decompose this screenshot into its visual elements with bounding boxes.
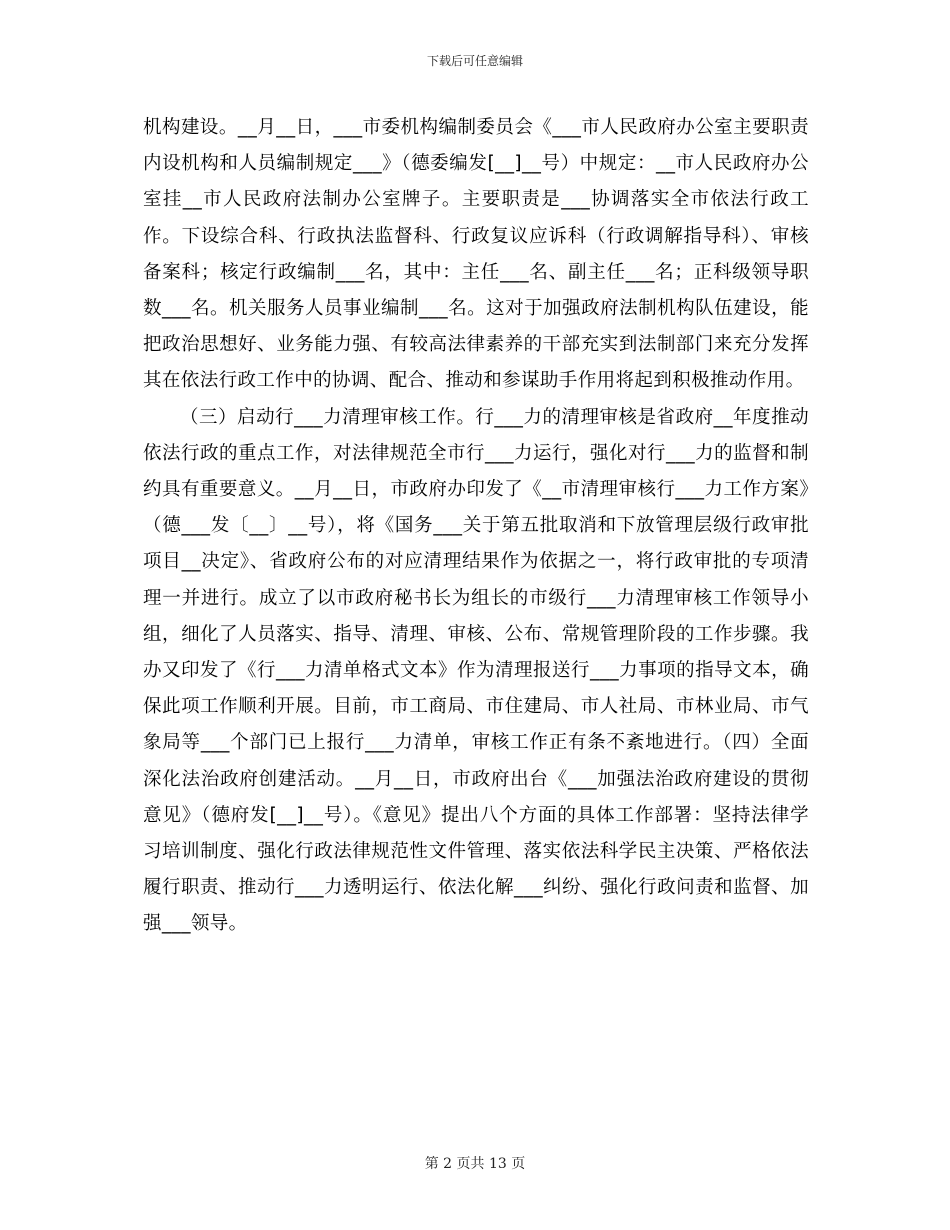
document-body (143, 110, 809, 943)
page-footer: 第 2 页共 13 页 (424, 1156, 526, 1172)
page-header: 下载后可任意编辑 (426, 54, 523, 68)
paragraph-2: （三）启动行___力清理审核工作。行___力的清理审核是省政府__年度推动依法行政的重点工作，对法律规范全市行___力运行，强化对行___力的监督和制约具有重要意义。__月__日，市政府办印发了《__市清理审核行___力工作方案》（德___发〔__〕__号），将《国务___关于第五批取消和下放管理层级行政审批项目__决定》、省政府公布的对应清理结果作为依据之一，将行政审批的专项清理一并进行。成立了以市政府秘书长为组长的市级行___力清理审核工作领导小组，细化了人员落实、指导、清理、审核、公布、常规管理阶段的工作步骤。我办又印发了《行___力清单格式文本》作为清理报送行___力事项的指导文本，确保此项工作顺利开展。目前，市工商局、市住建局、市人社局、市林业局、市气象局等___个部门已上报行___力清单，审核工作正有条不紊地进行。（四）全面深化法治政府创建活动。__月__日，市政府出台《___加强法治政府建设的贯彻意见》（德府发[__]__号）。《意见》提出八个方面的具体工作部署：坚持法律学习培训制度、强化行政法律规范性文件管理、落实依法科学民主决策、严格依法履行职责、推动行___力透明运行、依法化解___纠纷、强化行政问责和监督、加强___领导。 (143, 406, 809, 935)
paragraph-1: 机构建设。__月__日，___市委机构编制委员会《___市人民政府办公室主要职责内设机构和人员编制规定___》（德委编发[__]__号）中规定：__市人民政府办公室挂__市人民政府法制办公室牌子。主要职责是___协调落实全市依法行政工作。下设综合科、行政执法监督科、行政复议应诉科（行政调解指导科）、审核备案科；核定行政编制___名，其中：主任___名、副主任___名；正科级领导职数___名。机关服务人员事业编制___名。这对于加强政府法制机构队伍建设，能把政治思想好、业务能力强、有较高法律素养的干部充实到法制部门来充分发挥其在依法行政工作中的协调、配合、推动和参谋助手作用将起到积极推动作用。 (143, 117, 809, 392)
